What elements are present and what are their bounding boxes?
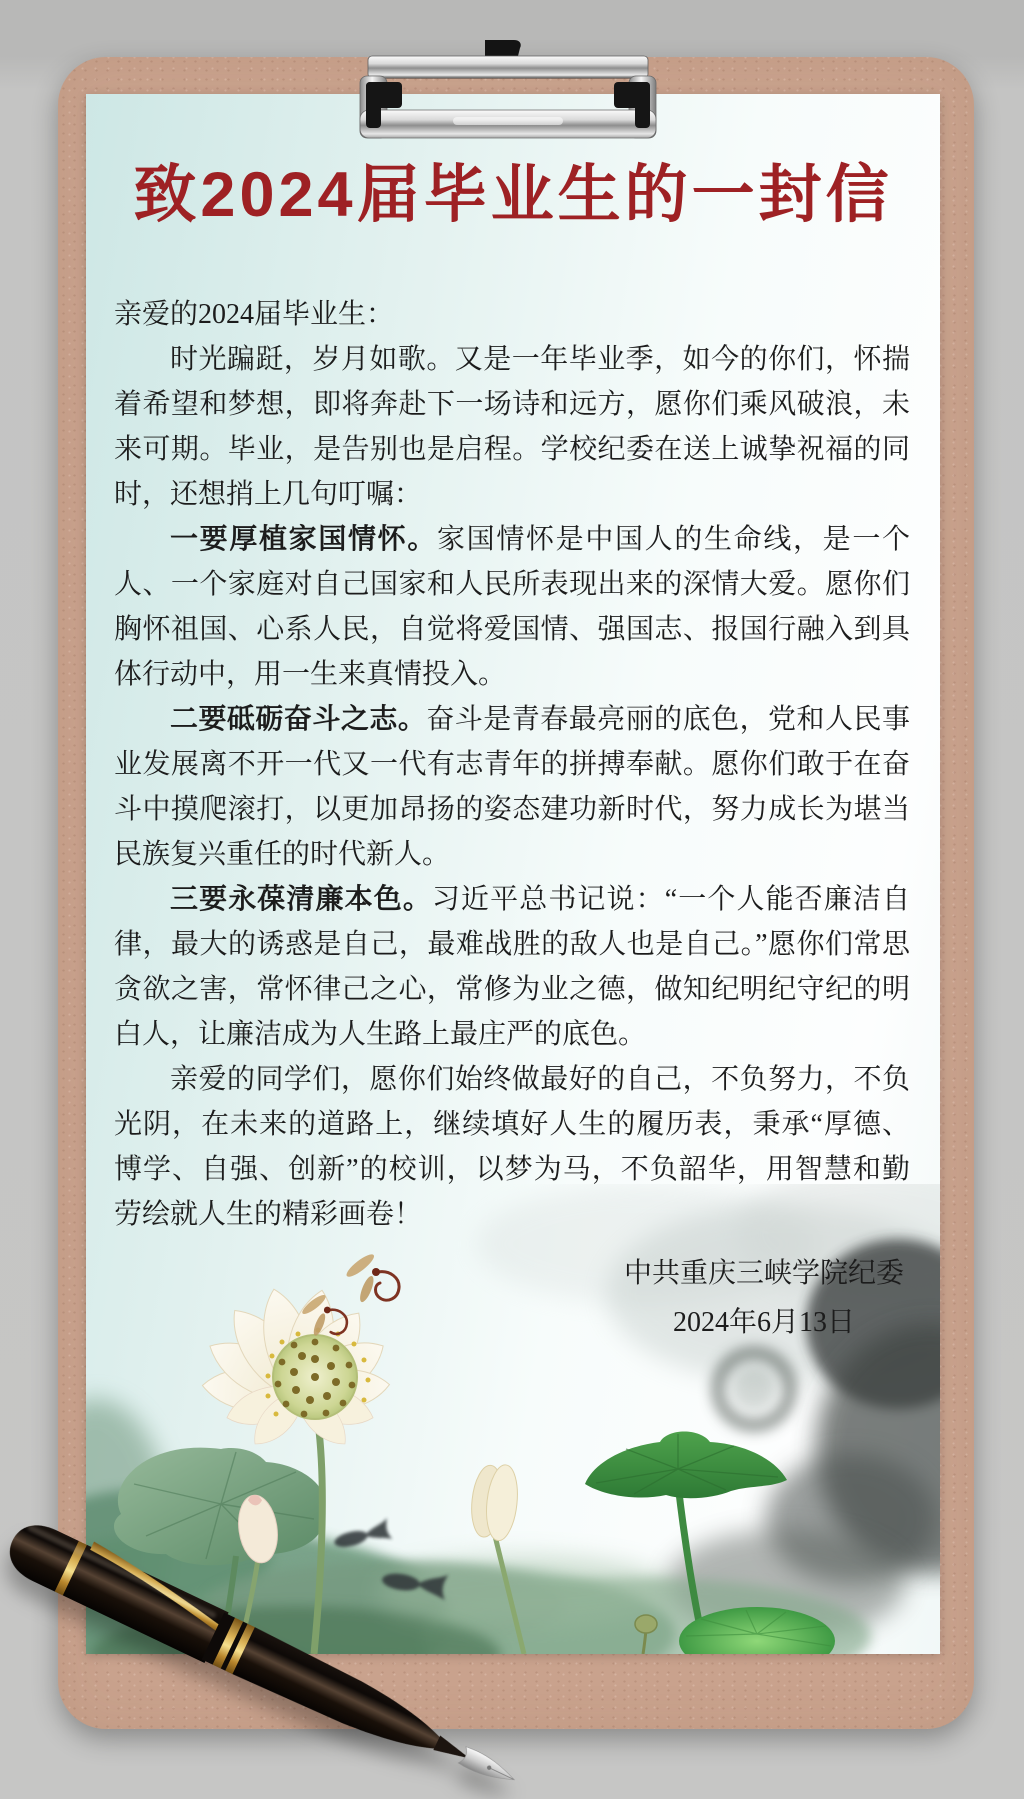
paragraph-text: 时光蹁跹，岁月如歌。又是一年毕业季，如今的你们，怀揣着希望和梦想，即将奔赴下一场诗和远方，愿你们乘风破浪，未来可期。毕业，是告别也是启程。学校纪委在送上诚挚祝福的同时，还想捎上几句叮嘱：: [114, 344, 910, 510]
paragraph-lead: 三要永葆清廉本色。: [170, 884, 432, 915]
signature-date: 2024年6月13日: [672, 1307, 855, 1338]
paragraph-lead: 一要厚植家国情怀。: [170, 524, 437, 555]
signature-org: 中共重庆三峡学院纪委: [623, 1258, 904, 1289]
paragraph-text: 亲爱的同学们，愿你们始终做最好的自己，不负努力，不负光阴，在未来的道路上，继续填好人生的履历表，秉承“厚德、博学、自强、创新”的校训，以梦为马，不负韶华，用智慧和勤劳绘就人生的精彩画卷！: [114, 1064, 910, 1230]
signature-inner: [624, 1251, 910, 1345]
salutation: 亲爱的2024届毕业生：: [114, 299, 395, 330]
paragraph: [114, 1057, 910, 1237]
paragraph-text: 家国情怀是中国人的生命线，是一个人、一个家庭对自己国家和人民所表现出来的深情大爱。愿你们胸怀祖国、心系人民，自觉将爱国情、强国志、报国行融入到具体行动中，用一生来真情投入。: [114, 524, 910, 690]
paragraph-lead: 二要砥砺奋斗之志。: [170, 704, 427, 735]
letter-body: [114, 292, 910, 1345]
paragraph-text: 习近平总书记说：“一个人能否廉洁自律，最大的诱惑是自己，最难战胜的敌人也是自己。”愿你们常思贪欲之害，常怀律己之心，常修为业之德，做知纪明纪守纪的明白人，让廉洁成为人生路上最庄严的底色。: [114, 884, 910, 1050]
letter-title: 致2024届毕业生的一封信: [133, 160, 893, 230]
letter-paper: [86, 94, 940, 1654]
paragraph: [114, 697, 910, 877]
lotus-seed-pod: [273, 1335, 357, 1419]
paragraph: [114, 517, 910, 697]
paragraph: [114, 337, 910, 517]
signature-block: [114, 1251, 910, 1345]
paragraph: [114, 877, 910, 1057]
paragraph-text: 奋斗是青春最亮丽的底色，党和人民事业发展离不开一代又一代有志青年的拼搏奉献。愿你们敢于在奋斗中摸爬滚打，以更加昂扬的姿态建功新时代，努力成长为堪当民族复兴重任的时代新人。: [114, 704, 910, 870]
clipboard-clip: [358, 34, 658, 144]
